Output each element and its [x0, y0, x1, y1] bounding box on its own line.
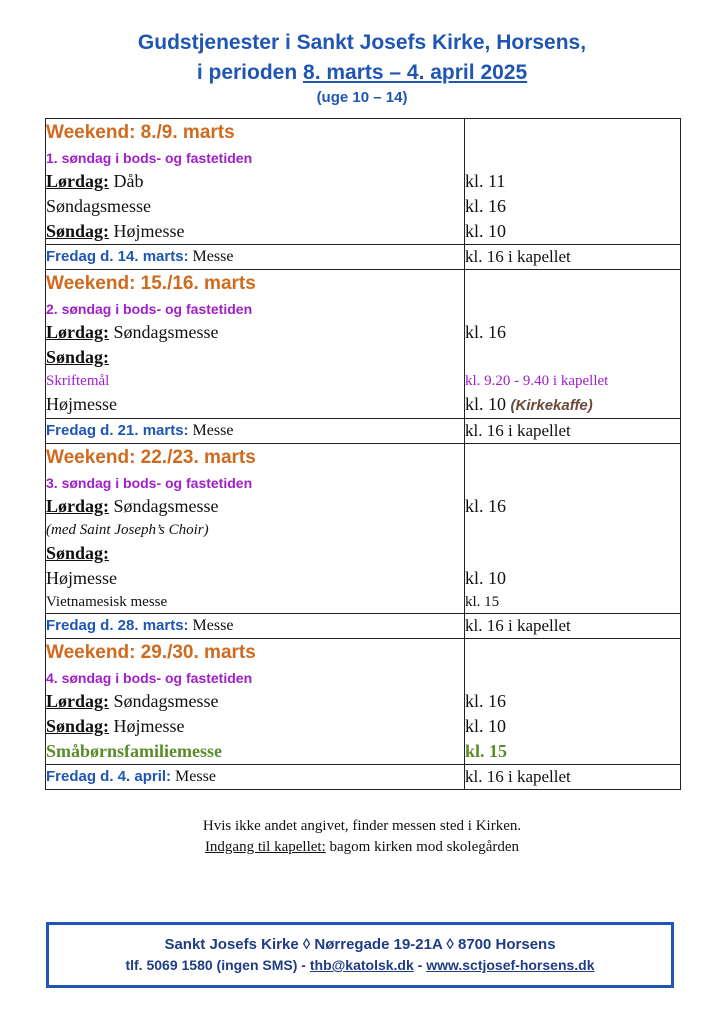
period-line — [0, 58, 724, 88]
church-address: Sankt Josefs Kirke ◊ Nørregade 19-21A ◊ 8700 Horsens — [164, 936, 556, 953]
day-label: Lørdag: — [46, 496, 109, 516]
service-line — [46, 370, 464, 392]
weekend-subtitle: 2. søndag i bods- og fastetiden — [46, 301, 253, 317]
service-line — [46, 169, 464, 194]
weekend-subtitle: 3. søndag i bods- og fastetiden — [46, 475, 253, 491]
service-line — [46, 541, 464, 566]
friday-row — [46, 245, 681, 270]
website-link[interactable]: www.sctjosef-horsens.dk — [426, 957, 595, 973]
schedule-table — [45, 118, 681, 790]
weekend-row — [46, 270, 681, 419]
week-range: (uge 10 – 14) — [316, 89, 408, 106]
weekend-details — [46, 444, 465, 614]
service-time: kl. 16 — [465, 196, 507, 216]
service-line — [46, 689, 464, 714]
weekend-title: Weekend: 22./23. marts — [46, 447, 256, 468]
friday-service: Messe — [188, 617, 234, 634]
service-name: Søndagsmesse — [109, 322, 219, 342]
service-time: kl. 15 — [465, 741, 508, 761]
weekend-times — [465, 270, 681, 419]
service-line — [46, 494, 464, 519]
service-name: Dåb — [109, 171, 144, 191]
weekend-row — [46, 444, 681, 614]
chapel-entrance-note — [0, 837, 724, 858]
service-name: Søndagsmesse — [109, 691, 219, 711]
service-name: Skriftemål — [46, 373, 110, 389]
friday-service: Messe — [171, 768, 216, 785]
friday-details — [46, 614, 465, 639]
friday-label: Fredag d. 4. april: — [46, 768, 172, 785]
friday-time: kl. 16 i kapellet — [465, 765, 681, 790]
service-name: Højmesse — [46, 568, 117, 588]
weekend-details — [46, 119, 465, 245]
service-name: Højmesse — [109, 716, 185, 736]
weekend-times — [465, 444, 681, 614]
service-time-line — [465, 392, 680, 418]
weekend-title: Weekend: 8./9. marts — [46, 122, 235, 143]
period-prefix: i perioden — [196, 61, 304, 84]
chapel-entrance-label: Indgang til kapellet: — [204, 839, 326, 855]
period-dates: 8. marts – 4. april 2025 — [303, 61, 528, 84]
weekend-details — [46, 270, 465, 419]
friday-details — [46, 245, 465, 270]
friday-label: Fredag d. 14. marts: — [46, 248, 189, 265]
weekend-subtitle: 4. søndag i bods- og fastetiden — [46, 670, 253, 686]
contact-separator: - — [413, 957, 427, 973]
contact-footer — [46, 922, 674, 988]
friday-time: kl. 16 i kapellet — [465, 614, 681, 639]
service-line — [46, 739, 464, 764]
service-time: kl. 9.20 - 9.40 i kapellet — [465, 373, 609, 389]
friday-row — [46, 614, 681, 639]
service-time: kl. 10 — [465, 221, 507, 241]
choir-note: (med Saint Joseph’s Choir) — [46, 522, 209, 538]
day-label: Søndag: — [46, 716, 110, 736]
service-time: kl. 16 — [465, 496, 507, 516]
service-line — [46, 392, 464, 417]
chapel-entrance-text: bagom kirken mod skolegården — [325, 839, 520, 855]
service-line — [46, 591, 464, 613]
email-link[interactable]: thb@katolsk.dk — [309, 957, 414, 973]
friday-time: kl. 16 i kapellet — [465, 419, 681, 444]
weekend-times — [465, 639, 681, 765]
day-label: Lørdag: — [46, 322, 109, 342]
service-line — [46, 566, 464, 591]
service-line — [46, 194, 464, 219]
service-line — [46, 345, 464, 370]
service-time: kl. 10 — [465, 394, 507, 414]
weekend-row — [46, 639, 681, 765]
friday-row — [46, 419, 681, 444]
default-location-note: Hvis ikke andet angivet, finder messen sted i Kirken. — [202, 818, 522, 834]
weekend-title: Weekend: 15./16. marts — [46, 273, 256, 294]
location-notes — [0, 816, 724, 858]
friday-details — [46, 419, 465, 444]
service-name: Vietnamesisk messe — [46, 594, 168, 610]
day-label: Søndag: — [46, 543, 110, 563]
service-time: kl. 16 — [465, 691, 507, 711]
day-label: Lørdag: — [46, 171, 109, 191]
weekend-subtitle: 1. søndag i bods- og fastetiden — [46, 150, 253, 166]
service-line — [46, 320, 464, 345]
day-label: Søndag: — [46, 347, 110, 367]
service-time: kl. 16 — [465, 322, 507, 342]
service-name: Højmesse — [46, 394, 117, 414]
phone-info: tlf. 5069 1580 (ingen SMS) - — [125, 957, 310, 973]
friday-label: Fredag d. 21. marts: — [46, 422, 189, 439]
service-name: Søndagsmesse — [46, 196, 151, 216]
service-name: Højmesse — [109, 221, 185, 241]
service-line — [46, 219, 464, 244]
service-time: kl. 10 — [465, 568, 507, 588]
weekend-times — [465, 119, 681, 245]
service-time: kl. 15 — [465, 594, 500, 610]
page-title: Gudstjenester i Sankt Josefs Kirke, Horsens, — [137, 31, 587, 54]
service-line — [46, 714, 464, 739]
page-header — [0, 28, 724, 108]
service-name: Småbørnsfamiliemesse — [46, 741, 222, 761]
day-label: Lørdag: — [46, 691, 109, 711]
weekend-row — [46, 119, 681, 245]
friday-time: kl. 16 i kapellet — [465, 245, 681, 270]
friday-service: Messe — [188, 248, 234, 265]
service-time: kl. 10 — [465, 716, 507, 736]
church-coffee-note: (Kirkekaffe) — [510, 397, 593, 414]
friday-details — [46, 765, 465, 790]
day-label: Søndag: — [46, 221, 110, 241]
weekend-title: Weekend: 29./30. marts — [46, 642, 256, 663]
friday-service: Messe — [188, 422, 234, 439]
contact-line — [49, 955, 671, 975]
friday-row — [46, 765, 681, 790]
weekend-details — [46, 639, 465, 765]
service-name: Søndagsmesse — [109, 496, 219, 516]
friday-label: Fredag d. 28. marts: — [46, 617, 189, 634]
service-time: kl. 11 — [465, 171, 506, 191]
